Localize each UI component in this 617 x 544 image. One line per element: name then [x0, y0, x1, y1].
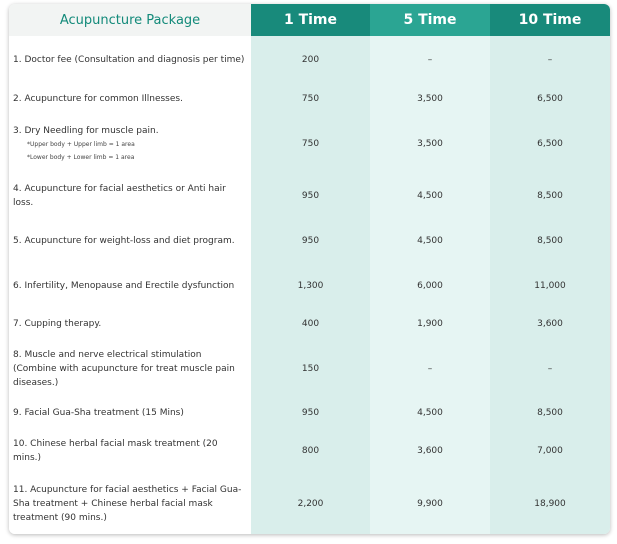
table-row [9, 428, 610, 473]
price-5-time: 4,500 [370, 218, 490, 263]
price-5-time: 1,900 [370, 308, 490, 339]
table-row [9, 218, 610, 263]
price-10-time: 8,500 [490, 218, 610, 263]
price-10-time: 11,000 [490, 263, 610, 308]
table-row [9, 308, 610, 339]
five-time-header: 5 Time [370, 4, 490, 36]
table-row [9, 398, 610, 428]
price-5-time: – [370, 36, 490, 84]
price-10-time: 18,900 [490, 473, 610, 534]
price-5-time: 3,600 [370, 428, 490, 473]
table-row [9, 36, 610, 84]
price-1-time: 200 [251, 36, 370, 84]
service-label: 10. Chinese herbal facial mask treatment (20 mins.) [9, 428, 251, 473]
price-1-time: 800 [251, 428, 370, 473]
price-1-time: 150 [251, 339, 370, 398]
table-row [9, 84, 610, 114]
price-1-time: 1,300 [251, 263, 370, 308]
price-5-time: 3,500 [370, 114, 490, 173]
price-10-time: – [490, 339, 610, 398]
price-1-time: 950 [251, 218, 370, 263]
price-10-time: 6,500 [490, 84, 610, 114]
price-10-time: 8,500 [490, 398, 610, 428]
price-5-time: 4,500 [370, 398, 490, 428]
service-label: 6. Infertility, Menopause and Erectile dysfunction [9, 263, 251, 308]
price-5-time: 3,500 [370, 84, 490, 114]
table-header-row [9, 4, 610, 36]
table-row [9, 173, 610, 218]
service-label: 11. Acupuncture for facial aesthetics + Facial Gua-Sha treatment + Chinese herbal facial mask treatment (90 mins.) [9, 473, 251, 534]
service-cell [9, 114, 251, 173]
service-label: 2. Acupuncture for common Illnesses. [9, 84, 251, 114]
service-note: *Upper body + Upper limb = 1 area [27, 140, 135, 148]
service-note: *Lower body + Lower limb = 1 area [27, 153, 135, 161]
price-10-time: 6,500 [490, 114, 610, 173]
price-10-time: 7,000 [490, 428, 610, 473]
price-5-time: – [370, 339, 490, 398]
service-label: 3. Dry Needling for muscle pain. [13, 125, 159, 136]
price-1-time: 750 [251, 114, 370, 173]
table-row [9, 263, 610, 308]
package-title-header: Acupuncture Package [9, 4, 251, 36]
one-time-header: 1 Time [251, 4, 370, 36]
price-1-time: 2,200 [251, 473, 370, 534]
service-label: 5. Acupuncture for weight-loss and diet program. [9, 218, 251, 263]
price-1-time: 750 [251, 84, 370, 114]
table-row [9, 473, 610, 534]
ten-time-header: 10 Time [490, 4, 610, 36]
price-table [9, 4, 610, 534]
table-row [9, 114, 610, 173]
price-table-card [9, 4, 610, 534]
price-1-time: 400 [251, 308, 370, 339]
service-label: 7. Cupping therapy. [9, 308, 251, 339]
service-label: 4. Acupuncture for facial aesthetics or Anti hair loss. [9, 173, 251, 218]
price-10-time: – [490, 36, 610, 84]
price-5-time: 9,900 [370, 473, 490, 534]
service-label: 1. Doctor fee (Consultation and diagnosis per time) [9, 36, 251, 84]
table-row [9, 339, 610, 398]
service-label: 8. Muscle and nerve electrical stimulation (Combine with acupuncture for treat muscle pain diseases.) [9, 339, 251, 398]
price-5-time: 4,500 [370, 173, 490, 218]
price-10-time: 3,600 [490, 308, 610, 339]
price-1-time: 950 [251, 398, 370, 428]
service-label: 9. Facial Gua-Sha treatment (15 Mins) [9, 398, 251, 428]
price-10-time: 8,500 [490, 173, 610, 218]
price-1-time: 950 [251, 173, 370, 218]
price-5-time: 6,000 [370, 263, 490, 308]
